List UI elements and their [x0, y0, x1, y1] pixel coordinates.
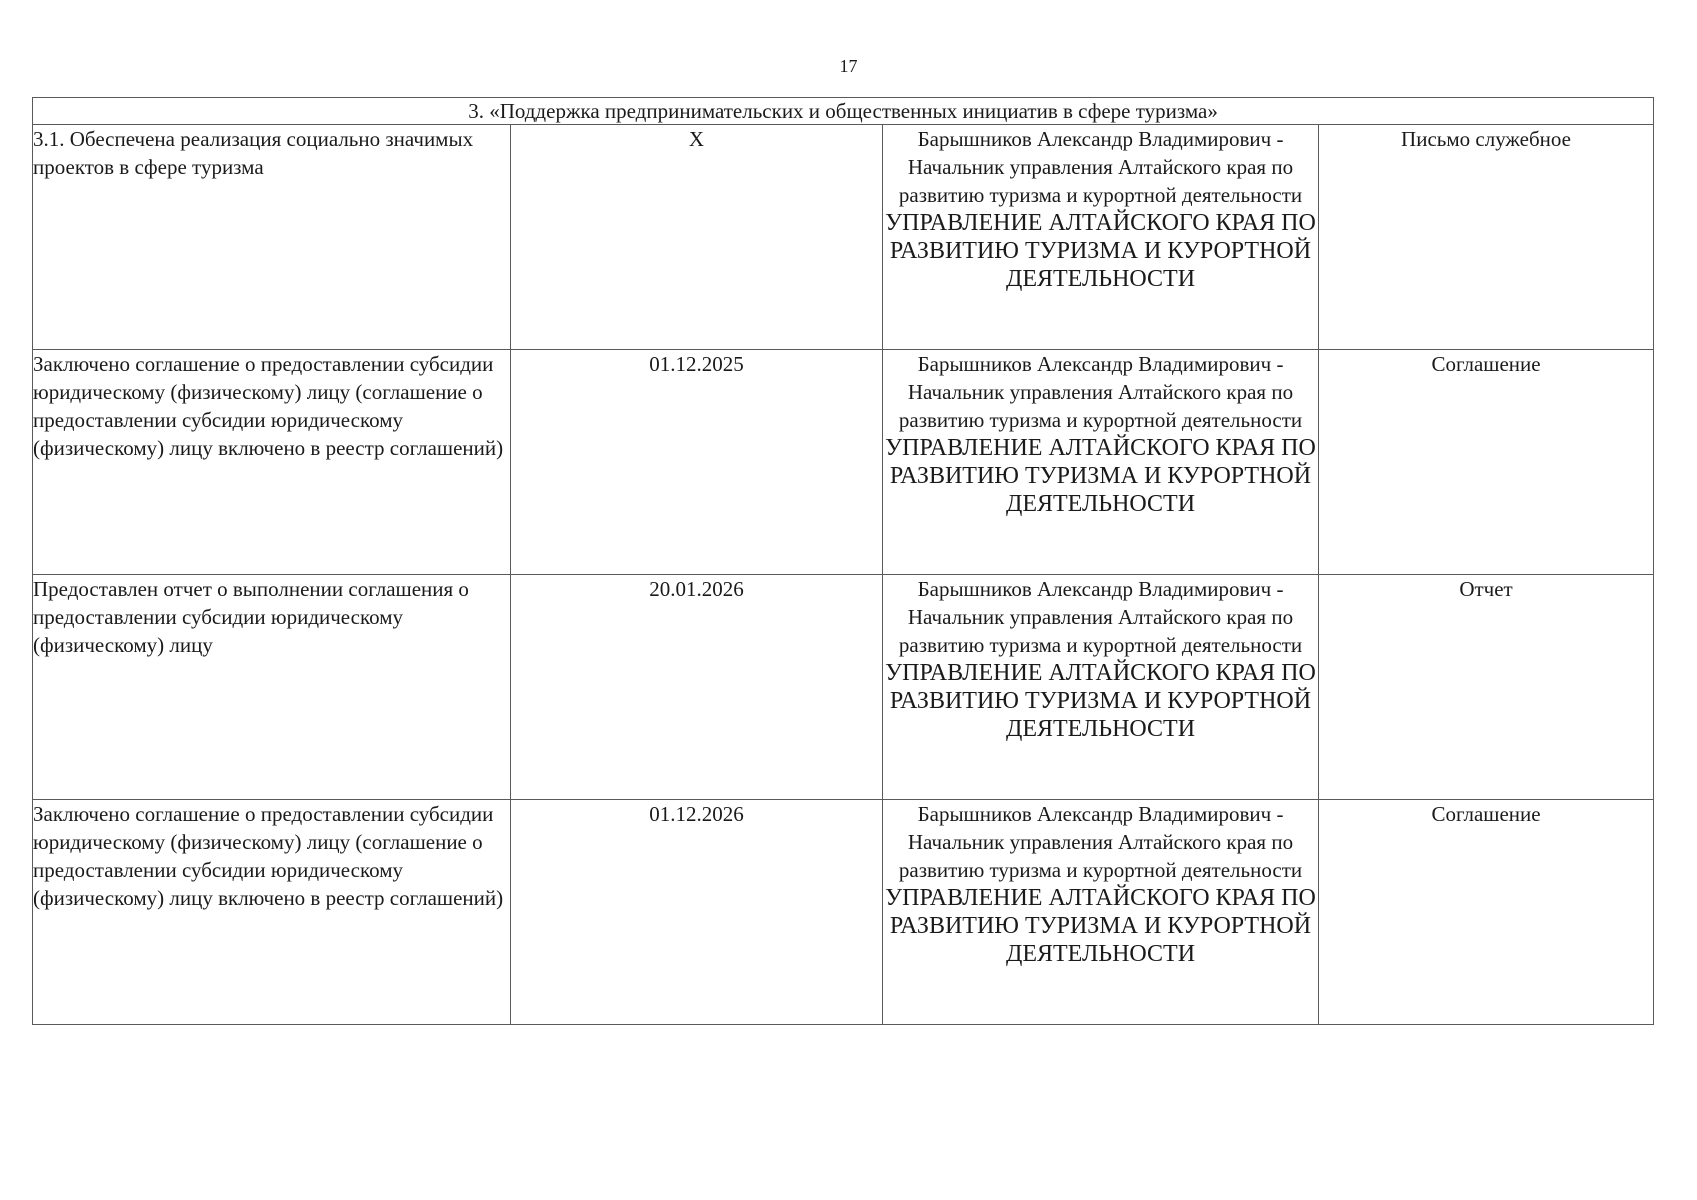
- row-date: 01.12.2026: [511, 800, 883, 1025]
- row-document: Отчет: [1319, 575, 1654, 800]
- section-header-row: [33, 98, 1654, 125]
- row-date: X: [511, 125, 883, 350]
- row-responsible: [883, 800, 1319, 1025]
- row-responsible: [883, 125, 1319, 350]
- row-description: Предоставлен отчет о выполнении соглашения о предоставлении субсидии юридическому (физическому) лицу: [33, 575, 511, 800]
- responsible-org: УПРАВЛЕНИЕ АЛТАЙСКОГО КРАЯ ПО РАЗВИТИЮ ТУРИЗМА И КУРОРТНОЙ ДЕЯТЕЛЬНОСТИ: [885, 660, 1316, 742]
- row-responsible: [883, 350, 1319, 575]
- row-document: Письмо служебное: [1319, 125, 1654, 350]
- responsible-name: Барышников Александр Владимирович - Начальник управления Алтайского края по развитию туризма и курортной деятельности: [898, 127, 1303, 207]
- table-row: [33, 125, 1654, 350]
- row-description: Заключено соглашение о предоставлении субсидии юридическому (физическому) лицу (соглашение о предоставлении субсидии юридическому (физическому) лицу включено в реестр соглашений): [33, 800, 511, 1025]
- responsible-org: УПРАВЛЕНИЕ АЛТАЙСКОГО КРАЯ ПО РАЗВИТИЮ ТУРИЗМА И КУРОРТНОЙ ДЕЯТЕЛЬНОСТИ: [885, 435, 1316, 517]
- row-date: 20.01.2026: [511, 575, 883, 800]
- row-description: 3.1. Обеспечена реализация социально значимых проектов в сфере туризма: [33, 125, 511, 350]
- responsible-name: Барышников Александр Владимирович - Начальник управления Алтайского края по развитию туризма и курортной деятельности: [898, 352, 1303, 432]
- row-description: Заключено соглашение о предоставлении субсидии юридическому (физическому) лицу (соглашение о предоставлении субсидии юридическому (физическому) лицу включено в реестр соглашений): [33, 350, 511, 575]
- page-number: 17: [839, 56, 858, 76]
- row-document: Соглашение: [1319, 350, 1654, 575]
- table-row: [33, 800, 1654, 1025]
- plan-table: [32, 97, 1654, 1025]
- row-responsible: [883, 575, 1319, 800]
- responsible-name: Барышников Александр Владимирович - Начальник управления Алтайского края по развитию туризма и курортной деятельности: [898, 577, 1303, 657]
- responsible-org: УПРАВЛЕНИЕ АЛТАЙСКОГО КРАЯ ПО РАЗВИТИЮ ТУРИЗМА И КУРОРТНОЙ ДЕЯТЕЛЬНОСТИ: [885, 210, 1316, 292]
- responsible-name: Барышников Александр Владимирович - Начальник управления Алтайского края по развитию туризма и курортной деятельности: [898, 802, 1303, 882]
- row-date: 01.12.2025: [511, 350, 883, 575]
- table-row: [33, 575, 1654, 800]
- table-row: [33, 350, 1654, 575]
- section-title: 3. «Поддержка предпринимательских и общественных инициатив в сфере туризма»: [33, 98, 1654, 125]
- responsible-org: УПРАВЛЕНИЕ АЛТАЙСКОГО КРАЯ ПО РАЗВИТИЮ ТУРИЗМА И КУРОРТНОЙ ДЕЯТЕЛЬНОСТИ: [885, 885, 1316, 967]
- row-document: Соглашение: [1319, 800, 1654, 1025]
